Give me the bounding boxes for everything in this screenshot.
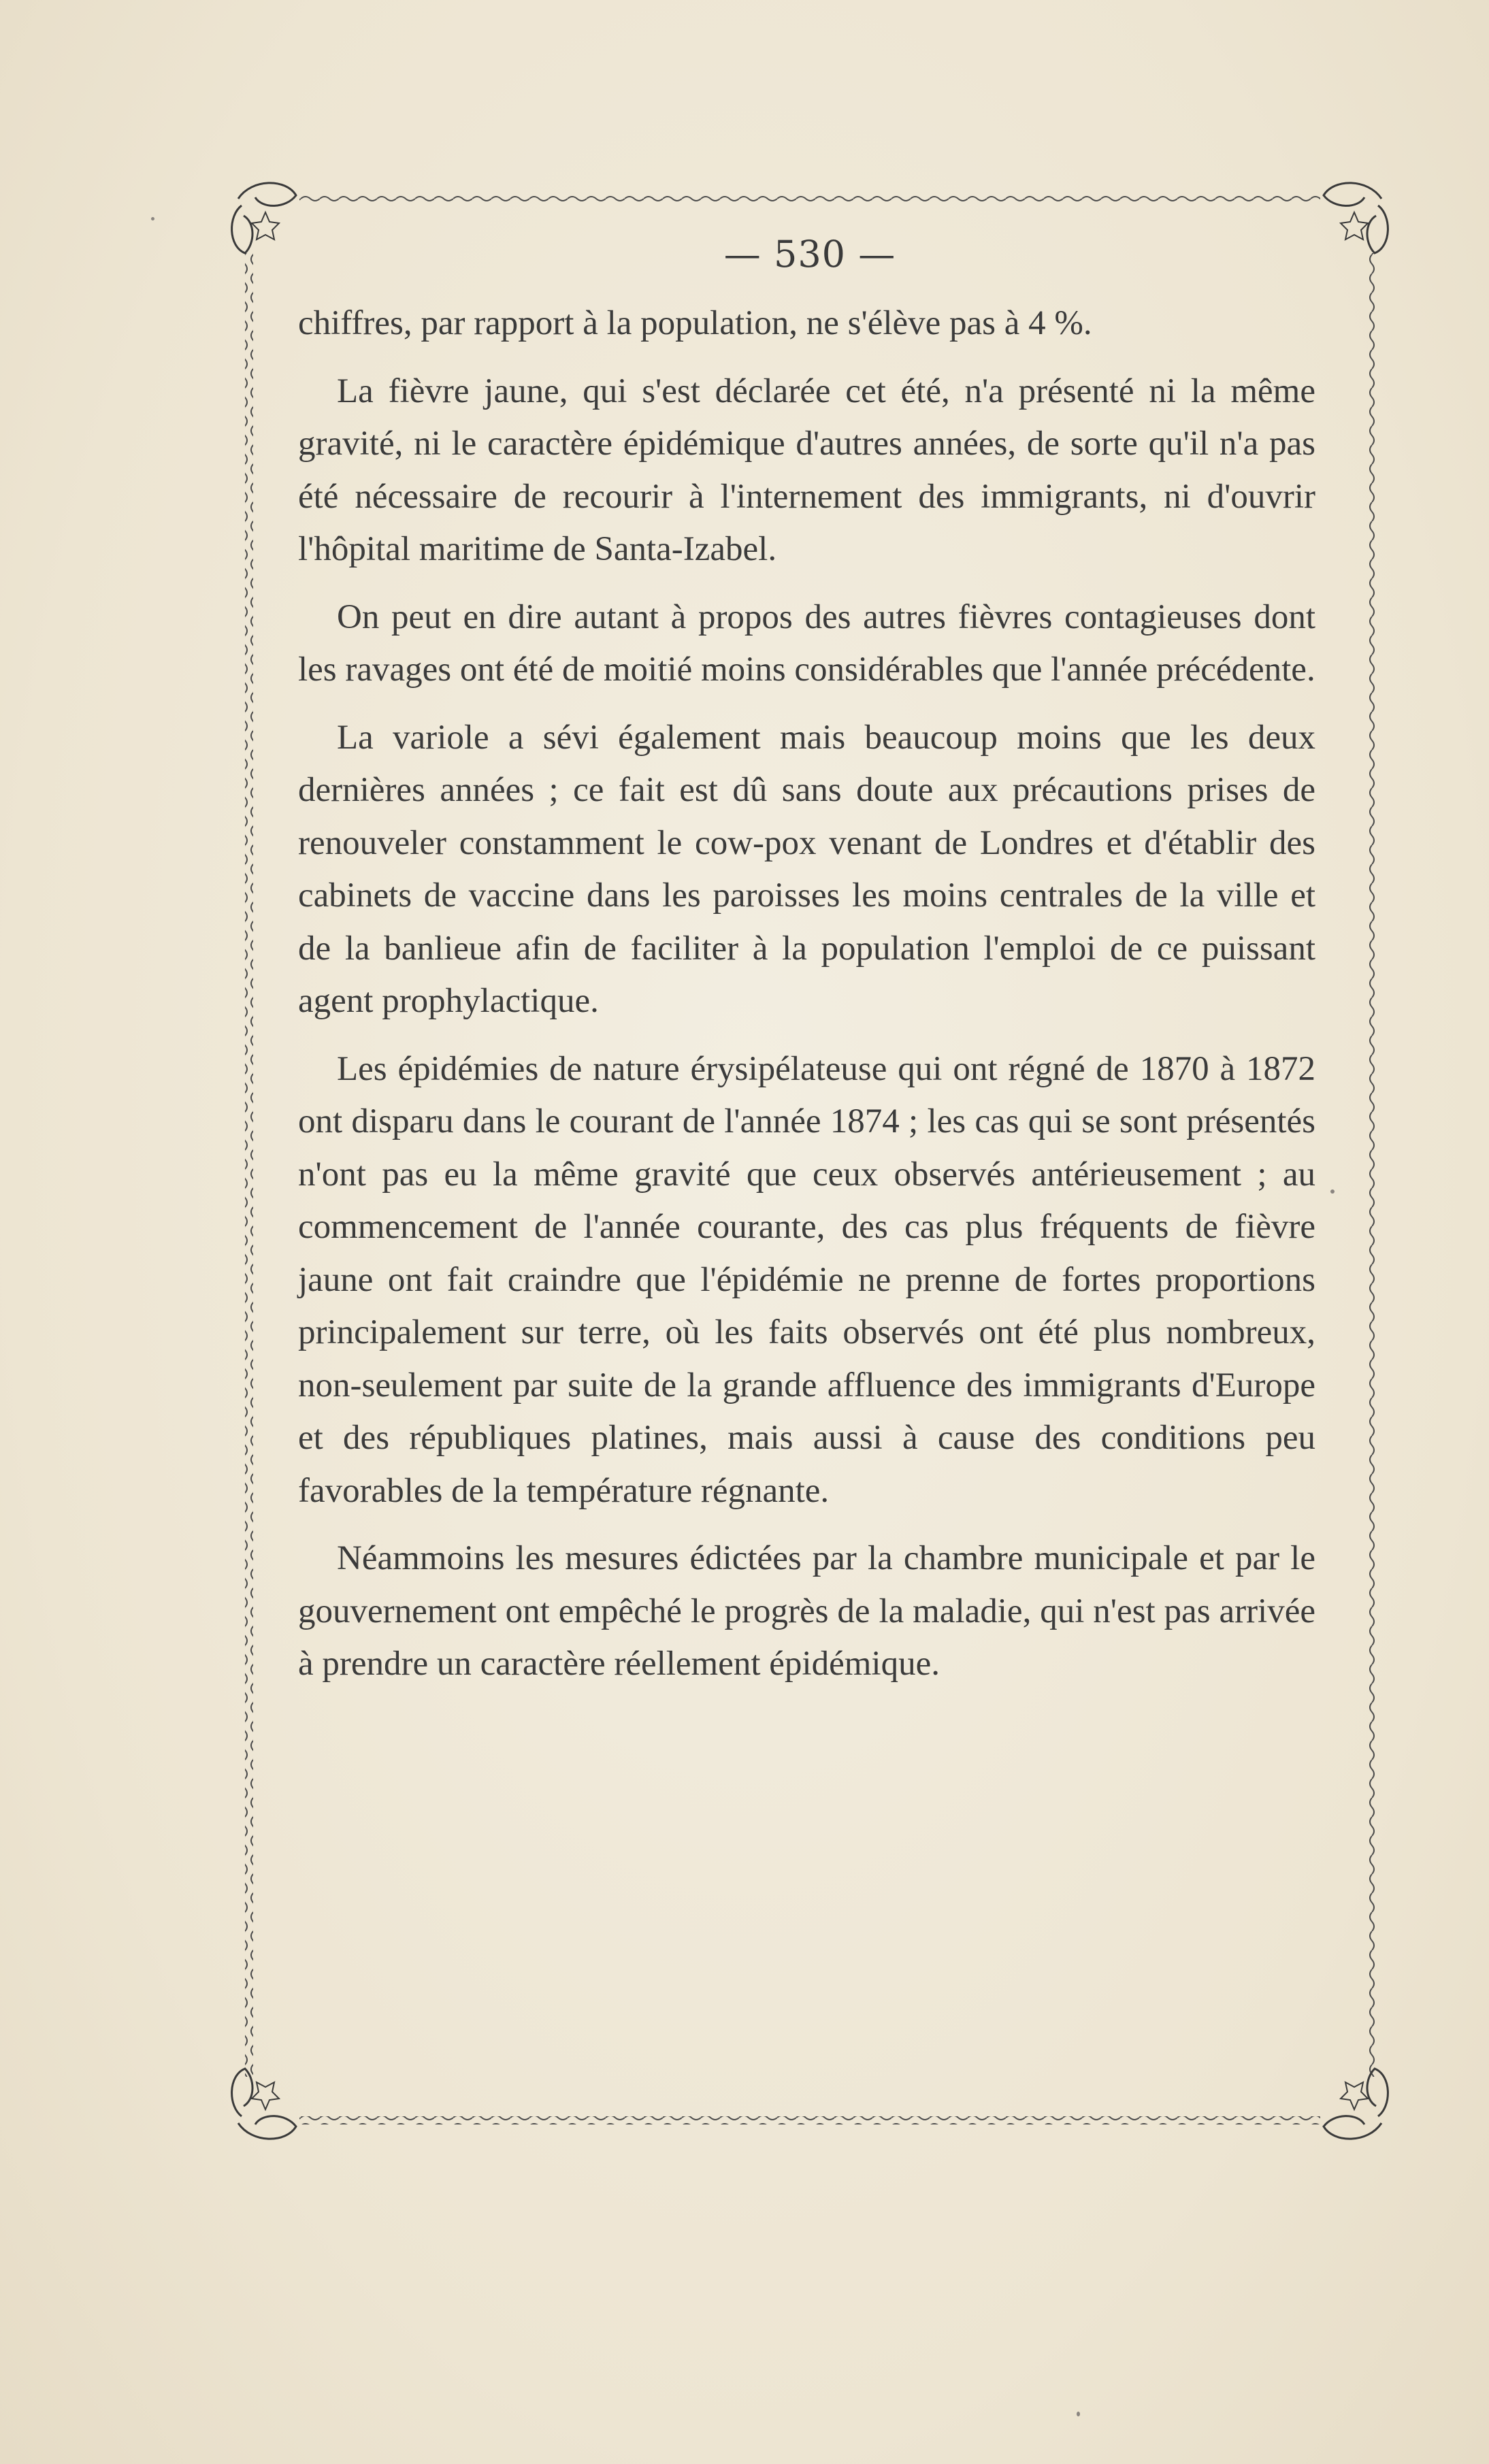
paragraph: Néammoins les mesures édictées par la chambre municipale et par le gouvernement ont empêché le progrès de la maladie, qui n'est pas arrivée à prendre un caractère réellement épidémique. xyxy=(298,1539,1315,1683)
corner-ornament-bottom-right-icon xyxy=(1324,2069,1388,2139)
body-text xyxy=(298,297,1315,1706)
paper-speck xyxy=(1077,2412,1080,2416)
paragraph: La fièvre jaune, qui s'est déclarée cet été, n'a présenté ni la même gravité, ni le caractère épidémique d'autres années, de sorte qu'il n'a pas été nécessaire de recourir à l'internement des immigrants, ni d'ouvrir l'hôpital maritime de Santa-Izabel. xyxy=(298,372,1315,568)
paragraph: Les épidémies de nature érysipélateuse qui ont régné de 1870 à 1872 ont disparu dans le courant de l'année 1874 ; les cas qui se sont présentés n'ont pas eu la même gravité que ceux observés antérieusement ; au commencement de l'année courante, des cas plus fréquents de fièvre jaune ont fait craindre que l'épidémie ne prenne de fortes proportions principalement sur terre, où les faits observés ont été plus nombreux, non-seulement par suite de la grande affluence des immigrants d'Europe et des républiques platines, mais aussi à cause des conditions peu favorables de la température régnante. xyxy=(298,1049,1315,1510)
decorative-border-frame xyxy=(225,178,1395,2143)
paragraph: On peut en dire autant à propos des autres fièvres contagieuses dont les ravages ont été de moitié moins considérables que l'année précédente. xyxy=(298,597,1315,689)
corner-ornament-bottom-left-icon xyxy=(232,2069,296,2139)
border-bottom xyxy=(299,2116,1320,2124)
paragraph: chiffres, par rapport à la population, ne s'élève pas à 4 %. xyxy=(298,304,1092,342)
paragraph: La variole a sévi également mais beaucoup moins que les deux dernières années ; ce fait est dû sans doute aux précautions prises de renouveler constamment le cow-pox venant de Londres et d'établir des cabinets de vaccine dans les paroisses les moins centrales de la ville et de la banlieue afin de faciliter à la population l'emploi de ce puissant agent prophylactique. xyxy=(298,718,1315,1020)
border-right xyxy=(1367,253,1375,2077)
paper-speck xyxy=(151,217,154,220)
border-top xyxy=(299,195,1320,203)
border-left xyxy=(245,253,253,2077)
paper-speck xyxy=(1330,1189,1335,1194)
page-number: — 530 — xyxy=(723,233,896,276)
